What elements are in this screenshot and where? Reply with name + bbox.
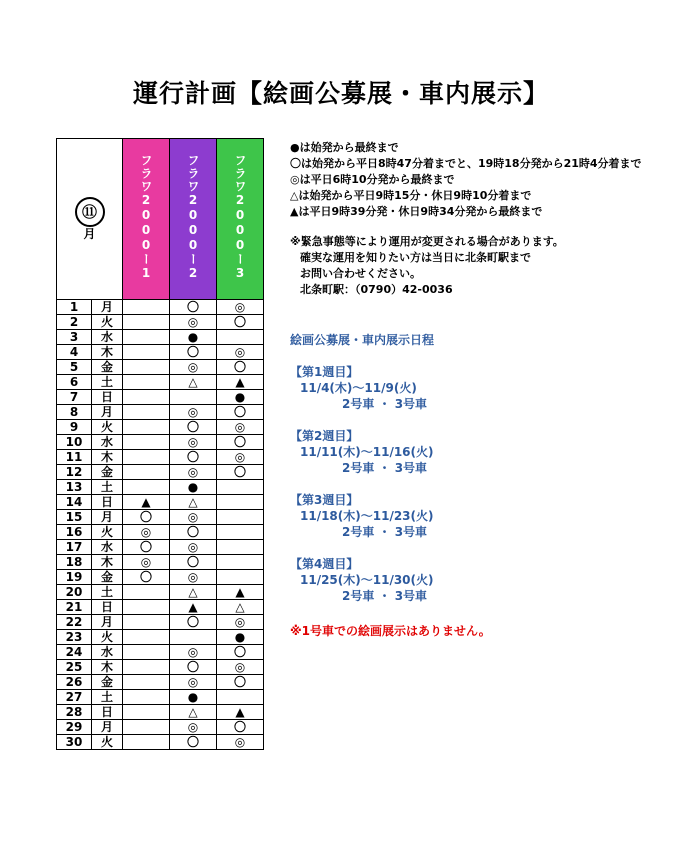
train-3-status: ◎ xyxy=(217,420,264,435)
day-number: 27 xyxy=(57,690,92,705)
table-row xyxy=(57,570,264,585)
weekday: 木 xyxy=(92,345,123,360)
train-1-status xyxy=(123,735,170,750)
train-3-status: △ xyxy=(217,600,264,615)
day-number: 9 xyxy=(57,420,92,435)
train-1-status xyxy=(123,345,170,360)
table-row xyxy=(57,510,264,525)
day-number: 13 xyxy=(57,480,92,495)
train-2-status: ◎ xyxy=(170,720,217,735)
week-label: 【第2週目】 xyxy=(290,429,359,443)
week-dates: 11/18(木)～11/23(火) xyxy=(300,509,434,523)
day-number: 16 xyxy=(57,525,92,540)
train-2-status: 〇 xyxy=(170,660,217,675)
table-row xyxy=(57,390,264,405)
train-2-status: ◎ xyxy=(170,405,217,420)
weekday: 金 xyxy=(92,465,123,480)
table-row xyxy=(57,300,264,315)
day-number: 21 xyxy=(57,600,92,615)
week-cars: 2号車 ・ 3号車 xyxy=(342,589,428,603)
train-1-status: ◎ xyxy=(123,555,170,570)
train-1-status xyxy=(123,435,170,450)
train-2-status: △ xyxy=(170,495,217,510)
train-1-status xyxy=(123,315,170,330)
weekday: 土 xyxy=(92,690,123,705)
train-2-status: 〇 xyxy=(170,525,217,540)
train-1-status xyxy=(123,660,170,675)
train-2-status: ◎ xyxy=(170,315,217,330)
train-3-status: 〇 xyxy=(217,360,264,375)
train-1-status xyxy=(123,480,170,495)
train-3-status: ● xyxy=(217,390,264,405)
train-1-status: 〇 xyxy=(123,570,170,585)
train-2-status: ● xyxy=(170,330,217,345)
table-row xyxy=(57,630,264,645)
page-title: 運行計画【絵画公募展・車内展示】 xyxy=(132,79,549,108)
train-3-status xyxy=(217,570,264,585)
table-row xyxy=(57,405,264,420)
week-dates: 11/25(木)～11/30(火) xyxy=(300,573,434,587)
weekday: 木 xyxy=(92,660,123,675)
train-3-status: ◎ xyxy=(217,735,264,750)
day-number: 24 xyxy=(57,645,92,660)
weekday: 日 xyxy=(92,390,123,405)
train-2-status: ● xyxy=(170,480,217,495)
table-row xyxy=(57,600,264,615)
train-2-status: ◎ xyxy=(170,435,217,450)
weekday: 日 xyxy=(92,600,123,615)
table-row xyxy=(57,735,264,750)
weekday: 金 xyxy=(92,360,123,375)
week-block-2 xyxy=(290,428,434,476)
weekday: 火 xyxy=(92,315,123,330)
weekday: 月 xyxy=(92,615,123,630)
train-3-status: 〇 xyxy=(217,675,264,690)
train-2-status: 〇 xyxy=(170,450,217,465)
train-1-status xyxy=(123,690,170,705)
train-3-status xyxy=(217,540,264,555)
train-3-status xyxy=(217,510,264,525)
train-1-status xyxy=(123,330,170,345)
train-1-status xyxy=(123,300,170,315)
train-2-status: ◎ xyxy=(170,465,217,480)
train-2-status: ◎ xyxy=(170,675,217,690)
legend-line: △は始発から平日9時15分・休日9時10分着まで xyxy=(290,189,532,202)
train-3-status xyxy=(217,480,264,495)
train-2-status: ● xyxy=(170,690,217,705)
train-1-status xyxy=(123,675,170,690)
train-3-status xyxy=(217,330,264,345)
week-cars: 2号車 ・ 3号車 xyxy=(342,525,428,539)
train-2-status: 〇 xyxy=(170,345,217,360)
weekday: 月 xyxy=(92,720,123,735)
train-3-status: 〇 xyxy=(217,435,264,450)
train-3-status: ◎ xyxy=(217,450,264,465)
table-row xyxy=(57,435,264,450)
train-3-status: ● xyxy=(217,630,264,645)
weekday: 金 xyxy=(92,570,123,585)
day-number: 15 xyxy=(57,510,92,525)
table-header-row xyxy=(57,139,264,300)
weekday: 水 xyxy=(92,645,123,660)
table-row xyxy=(57,675,264,690)
day-number: 2 xyxy=(57,315,92,330)
train-3-status: ◎ xyxy=(217,345,264,360)
day-number: 6 xyxy=(57,375,92,390)
train-2-status: 〇 xyxy=(170,420,217,435)
train-2-status: △ xyxy=(170,705,217,720)
day-number: 18 xyxy=(57,555,92,570)
week-cars: 2号車 ・ 3号車 xyxy=(342,461,428,475)
train-2-status: 〇 xyxy=(170,615,217,630)
warning-note: ※1号車での絵画展示はありません。 xyxy=(290,624,491,638)
weekday: 火 xyxy=(92,630,123,645)
train-3-status: 〇 xyxy=(217,315,264,330)
weekday: 木 xyxy=(92,450,123,465)
table-row xyxy=(57,540,264,555)
table-row xyxy=(57,525,264,540)
legend-line: ●は始発から最終まで xyxy=(290,141,399,154)
day-number: 30 xyxy=(57,735,92,750)
notice-line: ※緊急事態等により運用が変更される場合があります。 xyxy=(290,235,564,248)
day-number: 19 xyxy=(57,570,92,585)
day-number: 22 xyxy=(57,615,92,630)
train-1-status xyxy=(123,360,170,375)
weekday: 日 xyxy=(92,705,123,720)
weekday: 土 xyxy=(92,375,123,390)
weekday: 月 xyxy=(92,405,123,420)
weekday: 火 xyxy=(92,735,123,750)
table-row xyxy=(57,375,264,390)
day-number: 4 xyxy=(57,345,92,360)
train-2-status: ◎ xyxy=(170,510,217,525)
train-1-status xyxy=(123,465,170,480)
day-number: 5 xyxy=(57,360,92,375)
table-row xyxy=(57,585,264,600)
train-header-2 xyxy=(170,139,217,300)
week-block-4 xyxy=(290,556,434,604)
train-1-status xyxy=(123,450,170,465)
day-number: 28 xyxy=(57,705,92,720)
month-number: ⑪ xyxy=(75,197,105,227)
train-3-status: ▲ xyxy=(217,585,264,600)
train-name-3: フラワ2000ー3 xyxy=(233,154,247,281)
train-2-status: 〇 xyxy=(170,735,217,750)
train-2-status: ◎ xyxy=(170,360,217,375)
week-label: 【第4週目】 xyxy=(290,557,359,571)
day-number: 20 xyxy=(57,585,92,600)
day-number: 8 xyxy=(57,405,92,420)
train-2-status: △ xyxy=(170,375,217,390)
day-number: 7 xyxy=(57,390,92,405)
weekday: 火 xyxy=(92,525,123,540)
day-number: 17 xyxy=(57,540,92,555)
weekday: 水 xyxy=(92,540,123,555)
weekday: 土 xyxy=(92,585,123,600)
train-1-status xyxy=(123,375,170,390)
train-3-status: ▲ xyxy=(217,375,264,390)
day-number: 26 xyxy=(57,675,92,690)
train-2-status: ◎ xyxy=(170,540,217,555)
train-2-status: ▲ xyxy=(170,600,217,615)
day-number: 14 xyxy=(57,495,92,510)
train-3-status xyxy=(217,495,264,510)
train-3-status: ◎ xyxy=(217,300,264,315)
train-header-1 xyxy=(123,139,170,300)
notice-line: お問い合わせください。 xyxy=(300,267,421,280)
weekday: 木 xyxy=(92,555,123,570)
train-3-status: ◎ xyxy=(217,615,264,630)
month-cell xyxy=(57,139,123,300)
week-label: 【第1週目】 xyxy=(290,365,359,379)
train-2-status: 〇 xyxy=(170,555,217,570)
table-row xyxy=(57,615,264,630)
table-row xyxy=(57,330,264,345)
weekday: 水 xyxy=(92,435,123,450)
train-3-status: ◎ xyxy=(217,660,264,675)
train-1-status xyxy=(123,645,170,660)
legend-line: ◎は平日6時10分発から最終まで xyxy=(290,173,455,186)
week-dates: 11/4(木)～11/9(火) xyxy=(300,381,417,395)
week-block-1 xyxy=(290,364,427,412)
table-row xyxy=(57,645,264,660)
train-3-status: 〇 xyxy=(217,645,264,660)
train-1-status: ◎ xyxy=(123,525,170,540)
train-3-status xyxy=(217,525,264,540)
train-2-status xyxy=(170,390,217,405)
weekday: 水 xyxy=(92,330,123,345)
day-number: 23 xyxy=(57,630,92,645)
legend-block xyxy=(290,140,642,298)
train-2-status: △ xyxy=(170,585,217,600)
week-cars: 2号車 ・ 3号車 xyxy=(342,397,428,411)
train-3-status: ▲ xyxy=(217,705,264,720)
train-1-status xyxy=(123,405,170,420)
table-row xyxy=(57,660,264,675)
train-1-status xyxy=(123,630,170,645)
train-1-status xyxy=(123,420,170,435)
month-label: 月 xyxy=(83,227,96,241)
day-number: 29 xyxy=(57,720,92,735)
day-number: 10 xyxy=(57,435,92,450)
table-row xyxy=(57,495,264,510)
train-name-2: フラワ2000ー2 xyxy=(186,154,200,281)
train-3-status: 〇 xyxy=(217,405,264,420)
train-3-status: 〇 xyxy=(217,465,264,480)
table-row xyxy=(57,450,264,465)
train-1-status: ▲ xyxy=(123,495,170,510)
train-1-status xyxy=(123,600,170,615)
train-1-status xyxy=(123,585,170,600)
day-number: 3 xyxy=(57,330,92,345)
table-row xyxy=(57,720,264,735)
weekday: 火 xyxy=(92,420,123,435)
train-1-status xyxy=(123,390,170,405)
station-phone: 北条町駅：（0790）42-0036 xyxy=(300,283,453,296)
week-block-3 xyxy=(290,492,434,540)
schedule-table xyxy=(56,138,264,750)
table-row xyxy=(57,465,264,480)
train-1-status xyxy=(123,615,170,630)
weekday: 金 xyxy=(92,675,123,690)
train-2-status: ◎ xyxy=(170,570,217,585)
week-label: 【第3週目】 xyxy=(290,493,359,507)
table-row xyxy=(57,690,264,705)
legend-line: 〇は始発から平日8時47分着までと、19時18分発から21時4分着まで xyxy=(290,157,642,170)
train-2-status xyxy=(170,630,217,645)
day-number: 12 xyxy=(57,465,92,480)
train-header-3 xyxy=(217,139,264,300)
exhibition-schedule-title: 絵画公募展・車内展示日程 xyxy=(290,333,435,347)
day-number: 1 xyxy=(57,300,92,315)
table-row xyxy=(57,705,264,720)
legend-line: ▲は平日9時39分発・休日9時34分発から最終まで xyxy=(290,205,543,218)
train-3-status: 〇 xyxy=(217,720,264,735)
weekday: 月 xyxy=(92,300,123,315)
train-1-status xyxy=(123,705,170,720)
train-1-status: 〇 xyxy=(123,540,170,555)
day-number: 11 xyxy=(57,450,92,465)
train-3-status xyxy=(217,555,264,570)
week-dates: 11/11(木)～11/16(火) xyxy=(300,445,434,459)
notice-line: 確実な運用を知りたい方は当日に北条町駅まで xyxy=(300,251,531,264)
table-row xyxy=(57,420,264,435)
table-row xyxy=(57,480,264,495)
train-2-status: 〇 xyxy=(170,300,217,315)
table-row xyxy=(57,360,264,375)
table-row xyxy=(57,345,264,360)
weekday: 土 xyxy=(92,480,123,495)
train-name-1: フラワ2000ー1 xyxy=(139,154,153,281)
day-number: 25 xyxy=(57,660,92,675)
train-2-status: ◎ xyxy=(170,645,217,660)
table-row xyxy=(57,315,264,330)
table-row xyxy=(57,555,264,570)
weekday: 月 xyxy=(92,510,123,525)
weekday: 日 xyxy=(92,495,123,510)
train-1-status: 〇 xyxy=(123,510,170,525)
train-3-status xyxy=(217,690,264,705)
train-1-status xyxy=(123,720,170,735)
